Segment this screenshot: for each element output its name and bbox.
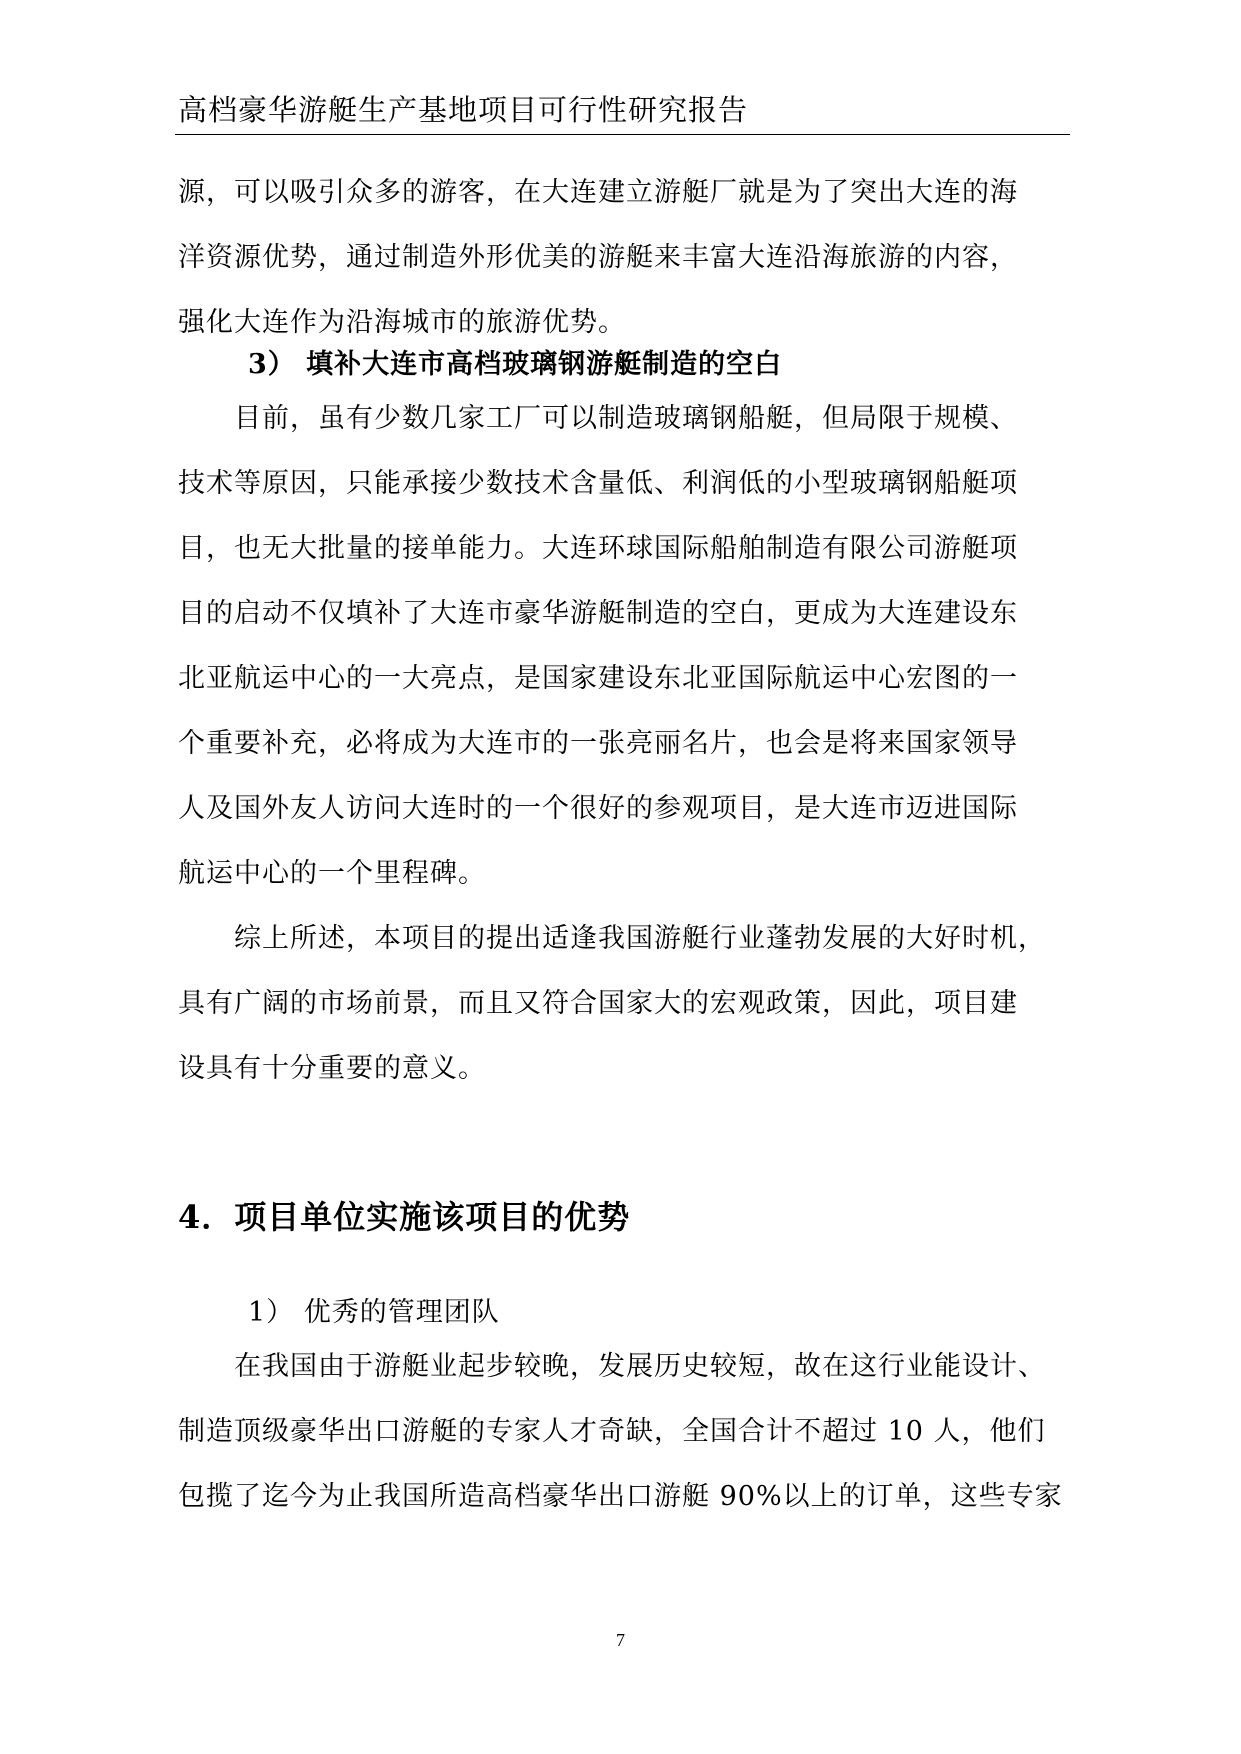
- document-title: 高档豪华游艇生产基地项目可行性研究报告: [178, 93, 749, 127]
- text-line: 制造顶级豪华出口游艇的专家人才奇缺，全国合计不超过 10 人，他们: [178, 1416, 1046, 1447]
- paragraph-experts: [178, 1334, 1064, 1529]
- paragraph-current-status: [178, 386, 1064, 906]
- text-line: 源，可以吸引众多的游客，在大连建立游艇厂就是为了突出大连的海: [178, 177, 1018, 208]
- text-line: 具有广阔的市场前景，而且又符合国家大的宏观政策，因此，项目建: [178, 988, 1018, 1019]
- text-line: 强化大连作为沿海城市的旅游优势。: [178, 307, 626, 338]
- text-line: 洋资源优势，通过制造外形优美的游艇来丰富大连沿海旅游的内容，: [178, 242, 1018, 273]
- paragraph-summary: [178, 906, 1064, 1101]
- text-line: 目的启动不仅填补了大连市豪华游艇制造的空白，更成为大连建设东: [178, 598, 1018, 629]
- text-line: 目前，虽有少数几家工厂可以制造玻璃钢船艇，但局限于规模、: [178, 403, 1018, 434]
- page-header: [175, 86, 1070, 135]
- text-line: 综上所述，本项目的提出适逢我国游艇行业蓬勃发展的大好时机，: [178, 923, 1046, 954]
- text-line: 人及国外友人访问大连时的一个很好的参观项目，是大连市迈进国际: [178, 793, 1018, 824]
- text-line: 在我国由于游艇业起步较晚，发展历史较短，故在这行业能设计、: [178, 1351, 1046, 1382]
- subheading-management-team: 1） 优秀的管理团队: [248, 1297, 500, 1328]
- page-number: 7: [616, 1630, 625, 1650]
- text-line: 航运中心的一个里程碑。: [178, 858, 486, 889]
- text-line: 北亚航运中心的一大亮点，是国家建设东北亚国际航运中心宏图的一: [178, 663, 1018, 694]
- text-line: 设具有十分重要的意义。: [178, 1053, 486, 1084]
- text-line: 技术等原因，只能承接少数技术含量低、利润低的小型玻璃钢船艇项: [178, 468, 1018, 499]
- text-line: 目，也无大批量的接单能力。大连环球国际船舶制造有限公司游艇项: [178, 533, 1018, 564]
- paragraph-tourism: [178, 160, 1064, 355]
- text-line: 包揽了迄今为止我国所造高档豪华出口游艇 90%以上的订单，这些专家: [178, 1481, 1063, 1512]
- text-line: 个重要补充，必将成为大连市的一张亮丽名片，也会是将来国家领导: [178, 728, 1018, 759]
- section-heading-4: 4．项目单位实施该项目的优势: [178, 1198, 631, 1236]
- subheading-fill-gap: 3） 填补大连市高档玻璃钢游艇制造的空白: [248, 349, 783, 380]
